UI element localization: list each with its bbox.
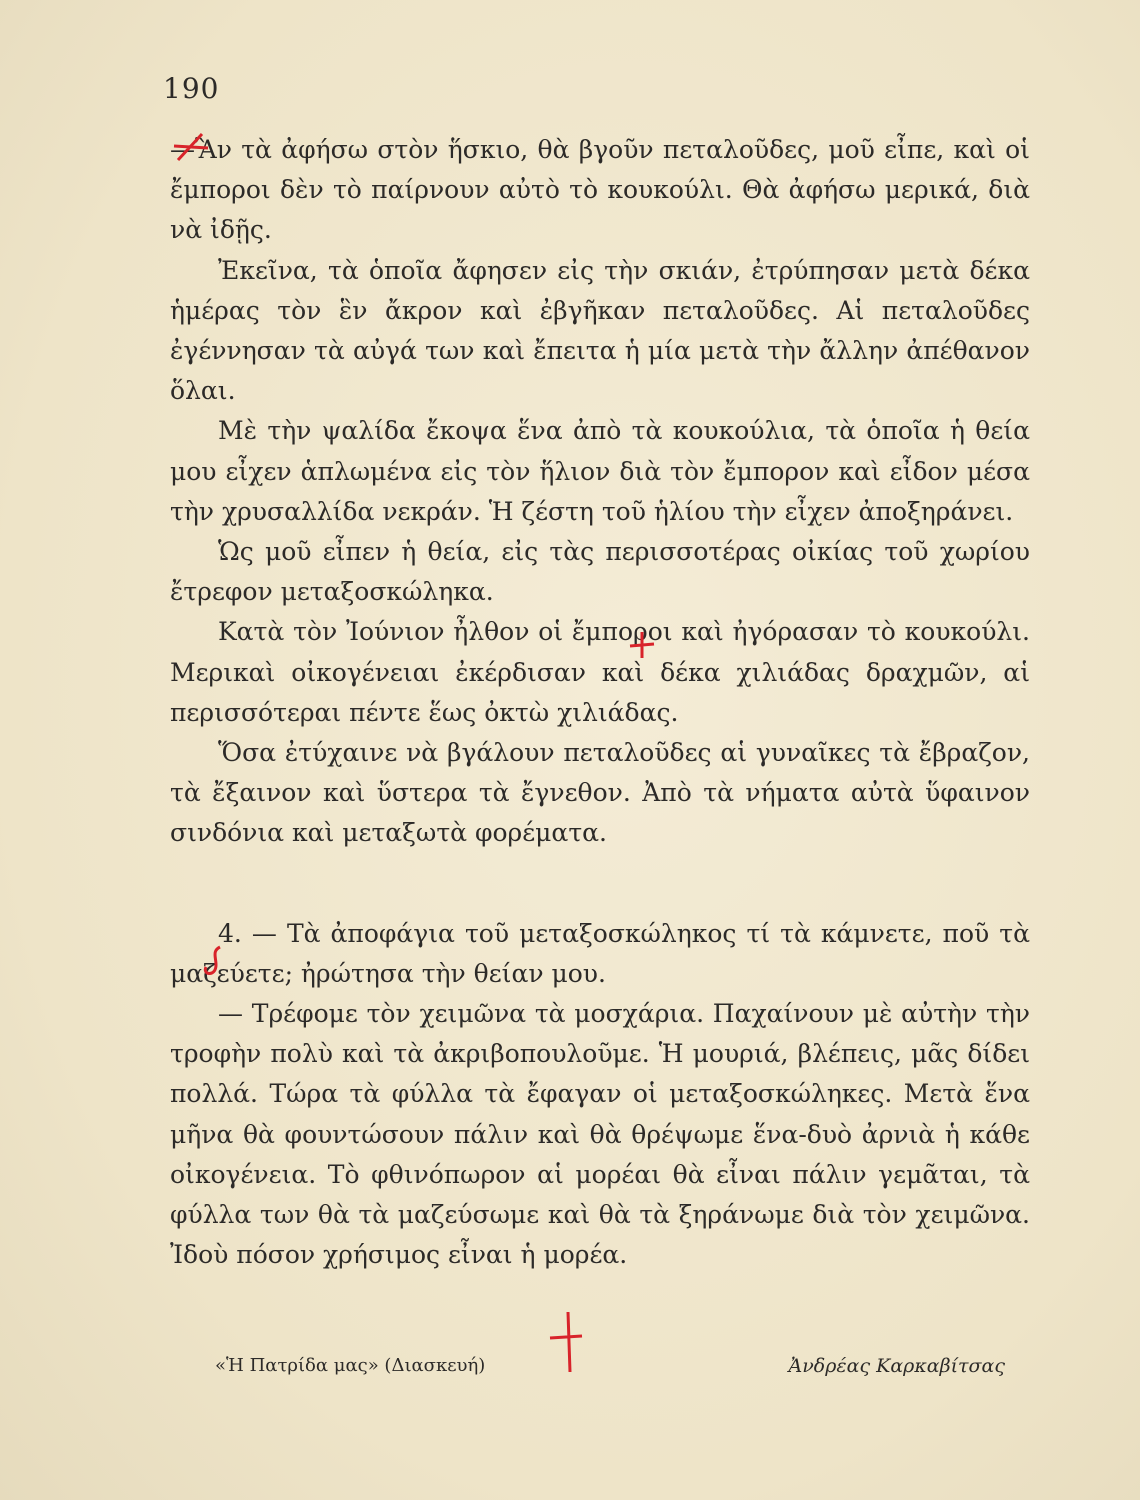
paragraph-3: Μὲ τὴν ψαλίδα ἔκοψα ἕνα ἀπὸ τὰ κουκούλια, τὰ ὁποῖα ἡ θεία μου εἶχεν ἁπλωμένα εἰς τὸν ἥλιον διὰ τὸν ἔμπορον καὶ εἶδον μέσα τὴν χρυσαλλίδα νεκράν. Ἡ ζέστη τοῦ ἡλίου τὴν εἶχεν ἀποξηράνει. <box>170 416 1030 526</box>
author-name: Ἀνδρέας Καρκαβίτσας <box>788 1355 1005 1377</box>
page-number: 190 <box>163 72 220 105</box>
paragraph-6: Ὅσα ἐτύχαινε νὰ βγάλουν πεταλοῦδες αἱ γυναῖκες τὰ ἔβραζον, τὰ ἔξαινον καὶ ὕστερα τὰ ἔγνεθον. Ἀπὸ τὰ νήματα αὐτὰ ὕφαινον σινδόνια καὶ μεταξωτὰ φορέματα. <box>170 738 1030 848</box>
section-gap <box>170 854 1030 914</box>
credits <box>215 1355 1005 1377</box>
red-check-mark-icon <box>198 945 232 979</box>
paragraph-7: 4. — Τὰ ἀποφάγια τοῦ μεταξοσκώληκος τί τὰ κάμνετε, ποῦ τὰ μαζεύετε; ἠρώτησα τὴν θείαν μου. <box>170 918 1030 988</box>
red-cross-mark-icon <box>172 130 212 164</box>
body-text <box>170 130 1030 1275</box>
source-citation: «Ἡ Πατρίδα μας» (Διασκευή) <box>215 1355 486 1376</box>
paragraph-4: Ὡς μοῦ εἶπεν ἡ θεία, εἰς τὰς περισσοτέρας οἰκίας τοῦ χωρίου ἔτρεφον μεταξοσκώληκα. <box>170 537 1030 607</box>
paragraph-8: — Τρέφομε τὸν χειμῶνα τὰ μοσχάρια. Παχαίνουν μὲ αὐτὴν τὴν τροφὴν πολὺ καὶ τὰ ἀκριβοπουλοῦμε. Ἡ μουριά, βλέπεις, μᾶς δίδει πολλά. Τώρα τὰ φύλλα τὰ ἔφαγαν οἱ μεταξοσκώληκες. Μετὰ ἕνα μῆνα θὰ φουντώσουν πάλιν καὶ θὰ θρέψωμε ἕνα-δυὸ ἀρνιὰ ἡ κάθε οἰκογένεια. Τὸ φθινόπωρον αἱ μορέαι θὰ εἶναι πάλιν γεμᾶται, τὰ φύλλα των θὰ τὰ μαζεύσωμε καὶ θὰ τὰ ξηράνωμε διὰ τὸν χειμῶνα. Ἰδοὺ πόσον χρήσιμος εἶναι ἡ μορέα. <box>170 999 1030 1270</box>
paragraph-2: Ἐκεῖνα, τὰ ὁποῖα ἄφησεν εἰς τὴν σκιάν, ἐτρύπησαν μετὰ δέκα ἡμέρας τὸν ἓν ἄκρον καὶ ἐβγῆκαν πεταλοῦδες. Αἱ πεταλοῦδες ἐγέννησαν τὰ αὐγά των καὶ ἔπειτα ἡ μία μετὰ τὴν ἄλλην ἀπέθανον ὅλαι. <box>170 255 1030 406</box>
paragraph-1: —Ἂν τὰ ἀφήσω στὸν ἥσκιο, θὰ βγοῦν πεταλοῦδες, μοῦ εἶπε, καὶ οἱ ἔμποροι δὲν τὸ παίρνουν αὐτὸ τὸ κουκούλι. Θὰ ἀφήσω μερικά, διὰ νὰ ἰδῇς. <box>170 135 1030 245</box>
red-cross-mark-icon <box>628 630 656 660</box>
red-cross-mark-icon <box>548 1310 584 1374</box>
paragraph-5: Κατὰ τὸν Ἰούνιον ἦλθον οἱ ἔμποροι καὶ ἠγόρασαν τὸ κουκούλι. Μερικαὶ οἰκογένειαι ἐκέρδισαν καὶ δέκα χιλιάδας δραχμῶν, αἱ περισσότεραι πέντε ἕως ὀκτὼ χιλιάδας. <box>170 617 1030 727</box>
